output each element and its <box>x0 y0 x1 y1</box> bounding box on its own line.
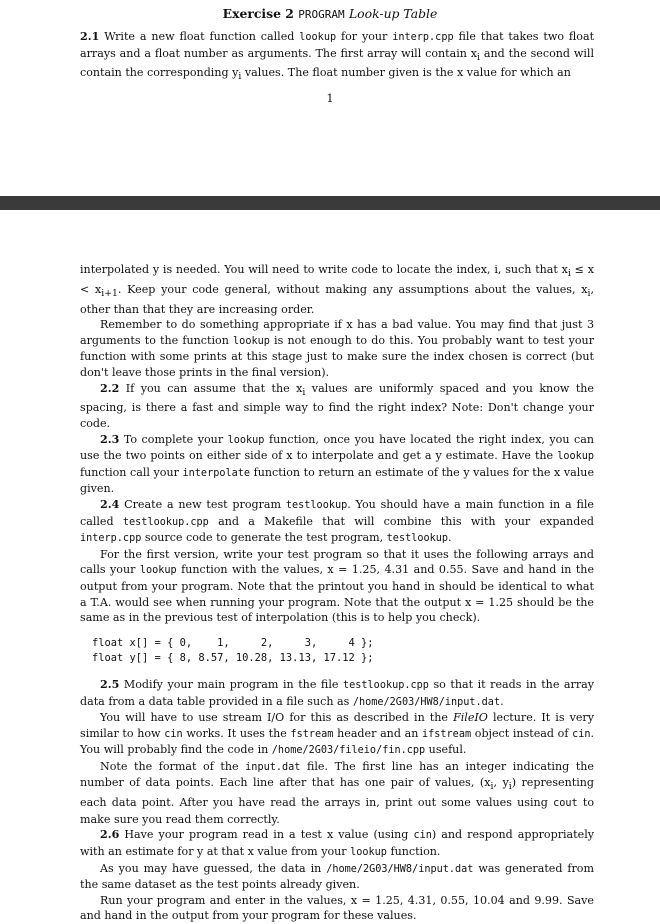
subscript: i <box>567 268 571 280</box>
text: function call your <box>80 465 179 479</box>
code-lookup: lookup <box>299 32 337 43</box>
text: function with the values, x = 1.25, 4.31 and 0.55. Save and hand in the output from your program. Note that the printout you hand in should be identical to what a T.A. would see when running your program. Note that the output x = 1.25 should be the same as in the previous test of interpolation (this is to help you check). <box>80 563 595 625</box>
text: header and an <box>337 726 419 740</box>
code-ifstream: ifstream <box>422 728 472 740</box>
subscript: i+1 <box>101 288 118 300</box>
code-lookup: lookup <box>233 335 270 347</box>
paragraph <box>80 547 594 626</box>
subscript: i <box>477 51 481 63</box>
code-cin: cin <box>413 830 432 842</box>
subscript: i <box>238 71 242 83</box>
code-input-path: /home/2G03/HW8/input.dat <box>352 696 501 708</box>
text: works. It uses the <box>186 726 287 740</box>
section-number: 2.1 <box>80 30 100 43</box>
text: For the first version, write your test program so that it uses the following arrays and calls your <box>80 547 594 577</box>
code-testlookup-cpp: testlookup.cpp <box>122 516 209 528</box>
text: was generated from the same dataset as the test points already given. <box>80 861 594 892</box>
text: so that it reads in the array data from a data table provided in a file such as <box>80 677 595 708</box>
section-2-6 <box>80 827 594 860</box>
section-number: 2.2 <box>100 381 120 395</box>
code-cin: cin <box>164 728 183 740</box>
italic-text: FileIO <box>453 711 488 725</box>
page-2-body <box>80 262 594 924</box>
code-interp-cpp: interp.cpp <box>80 533 142 545</box>
section-2-1 <box>80 29 594 85</box>
text: values. The float number given is the x value for which an <box>244 66 571 80</box>
section-number: 2.3 <box>100 432 120 446</box>
text: If you can assume that the x <box>125 381 303 395</box>
section-2-4 <box>80 497 594 547</box>
title-program: PROGRAM <box>298 8 345 21</box>
code-lookup: lookup <box>350 847 387 859</box>
text: for your <box>340 30 388 43</box>
code-cout: cout <box>553 798 578 810</box>
page-separator <box>0 196 660 210</box>
code-input-path: /home/2G03/HW8/input.dat <box>326 863 474 875</box>
title-prefix: Exercise 2 <box>222 6 294 21</box>
text: ) representing each data point. After you have read the arrays in, print out some values using <box>80 776 594 810</box>
code-interp-cpp: interp.cpp <box>392 32 454 43</box>
text: function to return an estimate of the y values for the x value given. <box>80 465 595 496</box>
text: You will have to use stream I/O for this as described in the <box>100 711 448 725</box>
code-lookup: lookup <box>227 434 265 446</box>
text: object instead of <box>474 726 569 740</box>
section-2-2 <box>80 381 594 432</box>
text: interpolated y is needed. You will need to write code to locate the index, i, such that x <box>80 263 568 276</box>
paragraph <box>80 317 594 380</box>
code-line: float y[] = { 8, 8.57, 10.28, 13.13, 17.12 }; <box>92 652 374 665</box>
text: Write a new float function called <box>104 30 295 43</box>
text: Have your program read in a test x value (using <box>124 828 409 842</box>
paragraph <box>80 262 594 317</box>
section-number: 2.5 <box>100 677 120 691</box>
text: ≤ x < x <box>80 263 594 296</box>
section-number: 2.4 <box>100 497 120 511</box>
paragraph <box>80 710 594 759</box>
text: To complete your <box>123 432 224 446</box>
text: lecture. It is very similar to how <box>80 711 595 740</box>
text: to make sure you read them correctly. <box>80 796 595 826</box>
text: and a Makefile that will combine this with your expanded <box>218 514 594 528</box>
code-fstream: fstream <box>290 728 334 740</box>
text: . <box>448 531 452 545</box>
text: file that takes two float arrays and a float number as arguments. The first array will contain x <box>80 30 595 60</box>
text: useful. <box>428 743 467 757</box>
code-lookup: lookup <box>557 451 594 463</box>
text: , other than that they are increasing order. <box>80 282 594 316</box>
text: source code to generate the test program, <box>144 531 384 545</box>
text: is not enough to do this. You probably want to test your function with some prints at this stage just to make sure the index chosen is correct (but don't leave those prints in the final version). <box>80 333 594 379</box>
section-2-5 <box>80 677 594 710</box>
paragraph <box>80 893 594 924</box>
text: file. The first line has an integer indicating the number of data points. Each line after that has one pair of values, (x <box>80 759 594 790</box>
code-testlookup: testlookup <box>285 499 348 511</box>
text: Note the format of the <box>100 759 239 773</box>
text: . You will probably find the code in <box>80 726 595 757</box>
title-name: Look-up Table <box>348 6 438 21</box>
subscript: i <box>508 781 512 793</box>
code-interpolate: interpolate <box>182 467 250 479</box>
page-1 <box>0 0 660 196</box>
text: . <box>500 694 504 708</box>
section-2-3 <box>80 432 594 497</box>
subscript: i <box>587 288 591 300</box>
code-line: float x[] = { 0, 1, 2, 3, 4 }; <box>92 636 374 649</box>
text: Modify your main program in the file <box>123 677 339 691</box>
text: function. <box>390 845 441 859</box>
text: , y <box>493 776 509 790</box>
code-testlookup: testlookup <box>386 533 449 545</box>
code-block <box>92 636 594 667</box>
code-input-dat: input.dat <box>245 761 301 773</box>
text: Run your program and enter in the values, x = 1.25, 4.31, 0.55, 10.04 and 9.99. Save and hand in the output from your program for these values. <box>80 893 594 923</box>
text: . Keep your code general, without making any assumptions about the values, x <box>117 282 588 296</box>
paragraph <box>80 759 594 828</box>
page-2 <box>0 210 660 923</box>
text: values are uniformly spaced and you know the spacing, is there a fast and simple way to find the right index? Note: Don't change your code. <box>80 381 594 430</box>
code-testlookup-cpp: testlookup.cpp <box>343 679 429 691</box>
section-number: 2.6 <box>100 828 120 842</box>
subscript: i <box>302 386 306 398</box>
subscript: i <box>490 781 494 793</box>
text: As you may have guessed, the data in <box>100 861 322 875</box>
code-cin: cin <box>572 728 591 740</box>
text: . You should have a main function in a file called <box>80 497 594 528</box>
code-fin-path: /home/2G03/fileio/fin.cpp <box>271 745 426 757</box>
page-number: 1 <box>326 92 334 105</box>
text: Create a new test program <box>124 497 282 511</box>
text: ) and respond appropriately with an estimate for y at that x value from your <box>80 828 595 859</box>
code-lookup: lookup <box>139 565 177 577</box>
text: and the second will contain the corresponding y <box>80 46 594 80</box>
paragraph <box>80 861 594 893</box>
text: function, once you have located the right index, you can use the two points on either side of x to interpolate and get a y estimate. Have the <box>80 432 594 463</box>
text: Remember to do something appropriate if x has a bad value. You may find that just 3 arguments to the function <box>80 318 594 347</box>
exercise-title <box>0 6 660 21</box>
